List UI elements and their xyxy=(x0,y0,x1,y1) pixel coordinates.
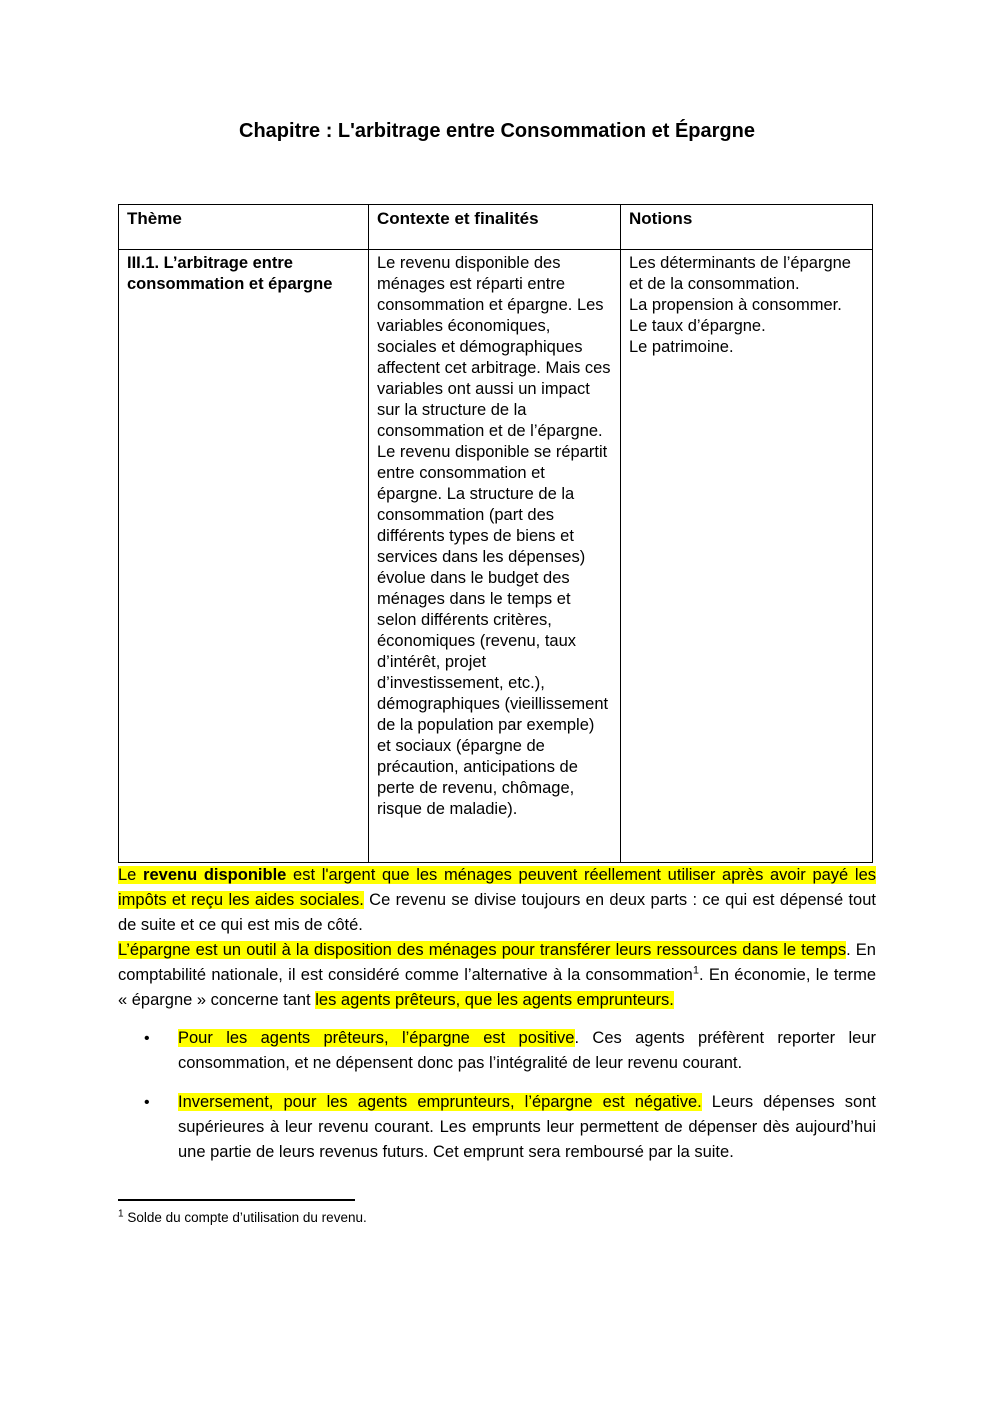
notion-item: Le patrimoine. xyxy=(629,338,734,356)
footnote-reference: 1 xyxy=(692,964,699,977)
document-content xyxy=(118,0,876,1228)
notions-cell xyxy=(621,250,873,863)
column-header-notions: Notions xyxy=(621,205,873,250)
theme-cell xyxy=(119,250,369,863)
plain-text: . Ces agents préfèrent reporter leur consommation, et ne dépensent donc pas l’intégralité de leur revenu courant. xyxy=(178,1029,877,1072)
highlighted-text: Pour les agents prêteurs, l’épargne est positive xyxy=(178,1029,575,1047)
theme-text: III.1. L’arbitrage entre consommation et épargne xyxy=(127,254,333,293)
footnote-number: 1 xyxy=(118,1208,124,1220)
table-header-row xyxy=(119,205,873,250)
highlighted-text: Inversement, pour les agents emprunteurs, l’épargne est négative. xyxy=(178,1093,702,1111)
bullet-marker: • xyxy=(144,1030,150,1047)
plain-text: . En économie, le terme « épargne » concerne tant xyxy=(118,966,877,1009)
page-title: Chapitre : L'arbitrage entre Consommation et Épargne xyxy=(239,120,755,142)
highlighted-text: est l'argent que les ménages peuvent réellement utiliser après avoir payé les impôts et reçu les aides sociales. xyxy=(118,866,877,909)
plain-text: Ce revenu se divise toujours en deux parts : ce qui est dépensé tout de suite et ce qui est mis de côté. xyxy=(118,891,876,934)
notion-item: Les déterminants de l’épargne et de la consommation. xyxy=(629,254,851,293)
footnote xyxy=(118,1208,876,1228)
plain-text: . En comptabilité nationale, il est considéré comme l’alternative à la consommation xyxy=(118,941,876,984)
plain-text: Leurs dépenses sont supérieures à leur revenu courant. Les emprunts leur permettent de dépenser dès aujourd’hui une partie de leurs revenus futurs. Cet emprunt sera remboursé par la suite. xyxy=(178,1093,876,1161)
contexte-paragraph-1: Le revenu disponible des ménages est réparti entre consommation et épargne. Les variables économiques, sociales et démographiques affectent cet arbitrage. Mais ces variables ont aussi un impact sur la structure de la consommation et de l’épargne. xyxy=(377,254,611,440)
footnote-separator xyxy=(118,1199,355,1201)
table-row xyxy=(119,250,873,863)
contexte-paragraph-2: Le revenu disponible se répartit entre consommation et épargne. La structure de la consommation (part des différents types de biens et services dans les dépenses) évolue dans le budget des ménages dans le temps et selon différents critères, économiques (revenu, taux d’intérêt, projet d’investissement, etc.), démographiques (vieillissement de la population par exemple) et sociaux (épargne de précaution, anticipations de perte de revenu, chômage, risque de maladie). xyxy=(377,443,609,818)
bullet-list xyxy=(118,1026,876,1165)
highlighted-bold-term: revenu disponible xyxy=(143,866,287,884)
bullet-marker: • xyxy=(144,1094,150,1111)
paragraph-revenu-disponible xyxy=(118,863,876,938)
contexte-cell xyxy=(369,250,621,863)
column-header-contexte: Contexte et finalités xyxy=(369,205,621,250)
column-header-theme: Thème xyxy=(119,205,369,250)
highlighted-text: Le xyxy=(118,866,144,884)
body-text xyxy=(118,863,876,1228)
highlighted-text: L’épargne est un outil à la disposition des ménages pour transférer leurs ressources dans le temps xyxy=(118,941,847,959)
bullet-item-agents-emprunteurs xyxy=(118,1090,876,1165)
highlighted-text: les agents prêteurs, que les agents emprunteurs. xyxy=(315,991,674,1009)
notion-item: Le taux d’épargne. xyxy=(629,317,766,335)
notion-item: La propension à consommer. xyxy=(629,296,842,314)
bullet-item-agents-preteurs xyxy=(118,1026,876,1076)
footnote-text: Solde du compte d’utilisation du revenu. xyxy=(123,1210,367,1225)
paragraph-epargne xyxy=(118,938,876,1013)
syllabus-table xyxy=(118,204,873,863)
